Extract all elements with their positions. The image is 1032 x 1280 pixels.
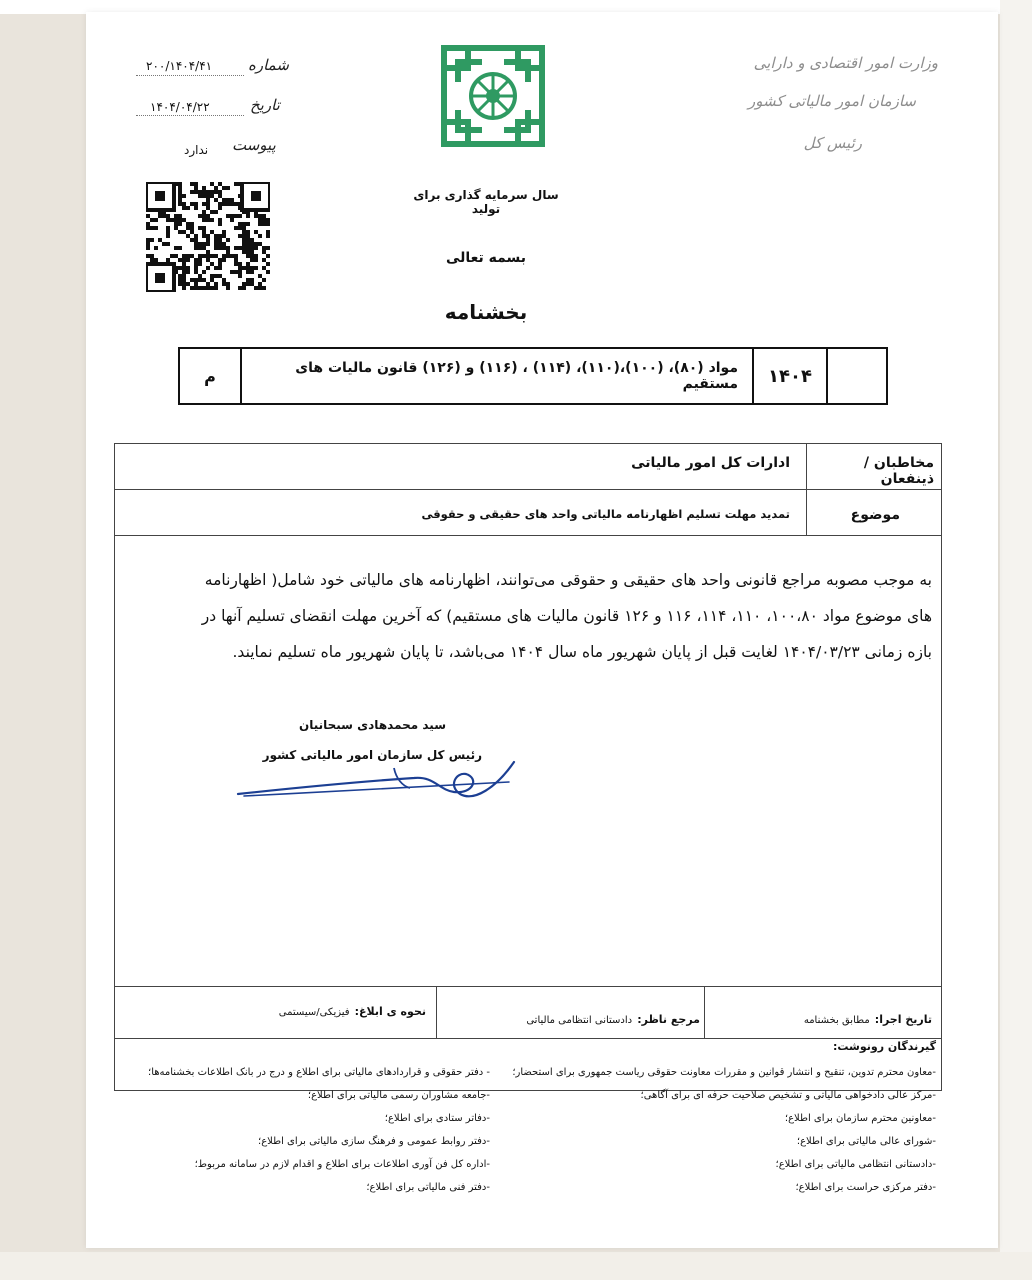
date-value: ۱۴۰۴/۰۴/۲۲	[150, 100, 210, 114]
basmala: بسمه تعالی	[445, 250, 527, 266]
frame-bottom	[0, 1252, 1032, 1280]
cc-right-list	[506, 1061, 936, 1199]
ministry-line-2: سازمان امور مالیاتی کشور	[748, 92, 916, 110]
cc-item: -مرکز عالی دادخواهی مالیاتی و تشخیص صلاحیت حرفه ای برای آگاهی؛	[640, 1090, 936, 1101]
body-line-3: بازه زمانی ۱۴۰۴/۰۳/۲۳ لغایت قبل از پایان شهریور ماه سال ۱۴۰۴ می‌باشد، تا پایان شهریور ماه تسلیم نمایند.	[232, 643, 932, 661]
exec-date	[710, 1008, 932, 1027]
document-page	[86, 12, 998, 1248]
cc-item: -معاون محترم تدوین، تنقیح و انتشار قوانین و مقررات معاونت حقوقی ریاست جمهوری برای استحضار؛	[512, 1067, 936, 1078]
supervisor-label: مرجع ناظر:	[637, 1013, 700, 1026]
handwritten-signature	[234, 752, 524, 812]
cc-item: -دفتر روابط عمومی و فرهنگ سازی مالیاتی برای اطلاع؛	[258, 1136, 490, 1147]
circular-title-table	[178, 347, 888, 405]
cc-item: -دفتر فنی مالیاتی برای اطلاع؛	[366, 1182, 490, 1193]
cc-item: -دفاتر ستادی برای اطلاع؛	[384, 1113, 490, 1124]
cc-left-list	[122, 1061, 490, 1199]
attachment-value: ندارد	[184, 143, 209, 157]
cc-item: - دفتر حقوقی و قراردادهای مالیاتی برای اطلاع و درج در بانک اطلاعات بخشنامه‌ها؛	[148, 1067, 490, 1078]
supervisor	[446, 1008, 700, 1027]
cc-item: -دفتر مرکزی حراست برای اطلاع؛	[795, 1182, 936, 1193]
exec-date-value: مطابق بخشنامه	[803, 1015, 870, 1026]
year-slogan: سال سرمایه گذاری برای تولید	[413, 188, 559, 216]
frame-right	[1000, 0, 1032, 1280]
number-label: شماره	[248, 56, 289, 74]
title-cell-blank	[827, 348, 887, 404]
date-label: تاریخ	[250, 96, 280, 114]
exec-date-label: تاریخ اجرا:	[874, 1013, 932, 1026]
notify-method	[126, 1000, 426, 1019]
tax-organization-logo-icon	[438, 42, 548, 150]
notify-value: فیزیکی/سیستمی	[278, 1007, 350, 1018]
cc-title: گیرندگان رونوشت:	[832, 1040, 936, 1053]
addressee-value: ادارات کل امور مالیاتی	[631, 455, 790, 471]
body-line-2: های موضوع مواد ۱۰۰،۸۰، ۱۱۰، ۱۱۴، ۱۱۶ و ۱۲۶ قانون مالیات های مستقیم) که آخرین مهلت انقضای تسلیم آنها در	[201, 607, 932, 625]
attachment-label: پیوست	[232, 136, 276, 154]
notify-label: نحوه ی ابلاغ:	[354, 1005, 426, 1018]
signatory-name: سید محمدهادی سبحانیان	[298, 718, 446, 732]
title-year: ۱۴۰۴	[753, 348, 827, 404]
document-type: بخشنامه	[444, 300, 528, 324]
subject-label: موضوع	[850, 507, 900, 523]
cc-item: -دادستانی انتظامی مالیاتی برای اطلاع؛	[775, 1159, 936, 1170]
title-letter: م	[179, 348, 241, 404]
title-articles: مواد (۸۰)، (۱۰۰)،(۱۱۰)، (۱۱۴) ، (۱۱۶) و (۱۲۶) قانون مالیات های مستقیم	[241, 348, 753, 404]
qr-code	[146, 182, 270, 292]
supervisor-value: دادستانی انتظامی مالیاتی	[526, 1015, 633, 1026]
cc-item: -جامعه مشاوران رسمی مالیاتی برای اطلاع؛	[307, 1090, 490, 1101]
subject-value: تمدید مهلت تسلیم اظهارنامه مالیاتی واحد های حقیقی و حقوقی	[421, 507, 790, 521]
ministry-line-1: وزارت امور اقتصادی و دارایی	[753, 54, 938, 72]
cc-item: -معاونین محترم سازمان برای اطلاع؛	[784, 1113, 936, 1124]
number-value: ۲۰۰/۱۴۰۴/۴۱	[146, 59, 213, 73]
cc-item: -شورای عالی مالیاتی برای اطلاع؛	[796, 1136, 936, 1147]
ministry-line-3: رئیس کل	[803, 134, 862, 152]
body-line-1: به موجب مصوبه مراجع قانونی واحد های حقیقی و حقوقی می‌توانند، اظهارنامه های مالیاتی خود شامل( اظهارنامه	[204, 571, 932, 589]
cc-item: -اداره کل فن آوری اطلاعات برای اطلاع و اقدام لازم در سامانه مربوط؛	[194, 1159, 490, 1170]
signatory-title: رئیس کل سازمان امور مالیاتی کشور	[262, 748, 482, 762]
addressee-label: مخاطبان / ذینفعان	[863, 455, 934, 487]
